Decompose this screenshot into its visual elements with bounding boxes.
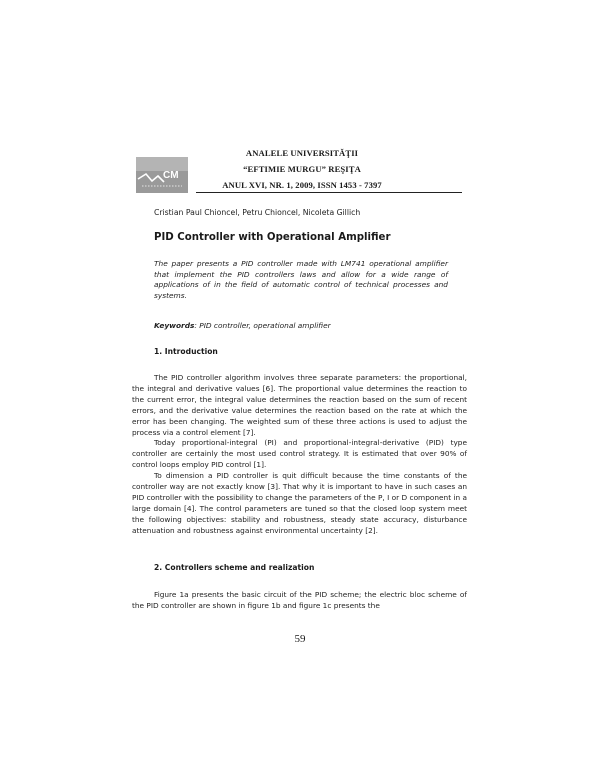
keywords — [154, 321, 331, 330]
abstract: The paper presents a PID controller made with LM741 operational amplifier that implement the PID controllers laws and allow for a wide range of applications of in the field of automatic control of technical processes and systems. — [154, 259, 448, 300]
journal-issue: ANUL XVI, NR. 1, 2009, ISSN 1453 - 7397 — [222, 180, 382, 190]
section-heading-controllers: 2. Controllers scheme and realization — [154, 563, 315, 572]
authors: Cristian Paul Chioncel, Petru Chioncel, Nicoleta Gillich — [154, 208, 361, 217]
paragraph: Figure 1a presents the basic circuit of the PID scheme; the electric bloc scheme of the PID controller are shown in figure 1b and figure 1c presents the — [132, 590, 467, 610]
logo-text: CM — [163, 170, 179, 181]
section-body-introduction — [132, 373, 467, 537]
journal-name: ANALELE UNIVERSITĂŢII — [245, 148, 359, 158]
header-rule — [196, 192, 462, 193]
paragraph: Today proportional-integral (PI) and proportional-integral-derivative (PID) type controller are certainly the most used control strategy. It is estimated that over 90% of control loops employ PID control [1]. — [132, 438, 467, 470]
keywords-label: Keywords — [154, 321, 195, 330]
paragraph: The PID controller algorithm involves three separate parameters: the proportional, the integral and derivative values [6]. The proportional value determines the reaction to the current error, the integral value determines the reaction based on the sum of recent errors, and the derivative value determines the reaction based on the rate at which the error has been changing. The weighted sum of these three actions is used to adjust the process via a control element [7]. — [132, 373, 467, 437]
keywords-text: : PID controller, operational amplifier — [194, 321, 331, 330]
section-heading-introduction: 1. Introduction — [154, 347, 218, 356]
section-body-controllers — [132, 590, 467, 612]
page-number: 59 — [294, 633, 306, 645]
journal-logo — [136, 157, 188, 193]
university-name: “EFTIMIE MURGU” REŞIŢA — [243, 164, 361, 174]
paragraph: To dimension a PID controller is quit difficult because the time constants of the controller way are not exactly know [3]. That why it is important to have in such cases an PID controller with the possibility to change the parameters of the P, I or D component in a large domain [4]. The control parameters are tuned so that the closed loop system meet the following objectives: stability and robustness, steady state accuracy, disturbance attenuation and robustness against environmental uncertainty [2]. — [132, 471, 467, 535]
paper-title: PID Controller with Operational Amplifier — [154, 232, 391, 243]
